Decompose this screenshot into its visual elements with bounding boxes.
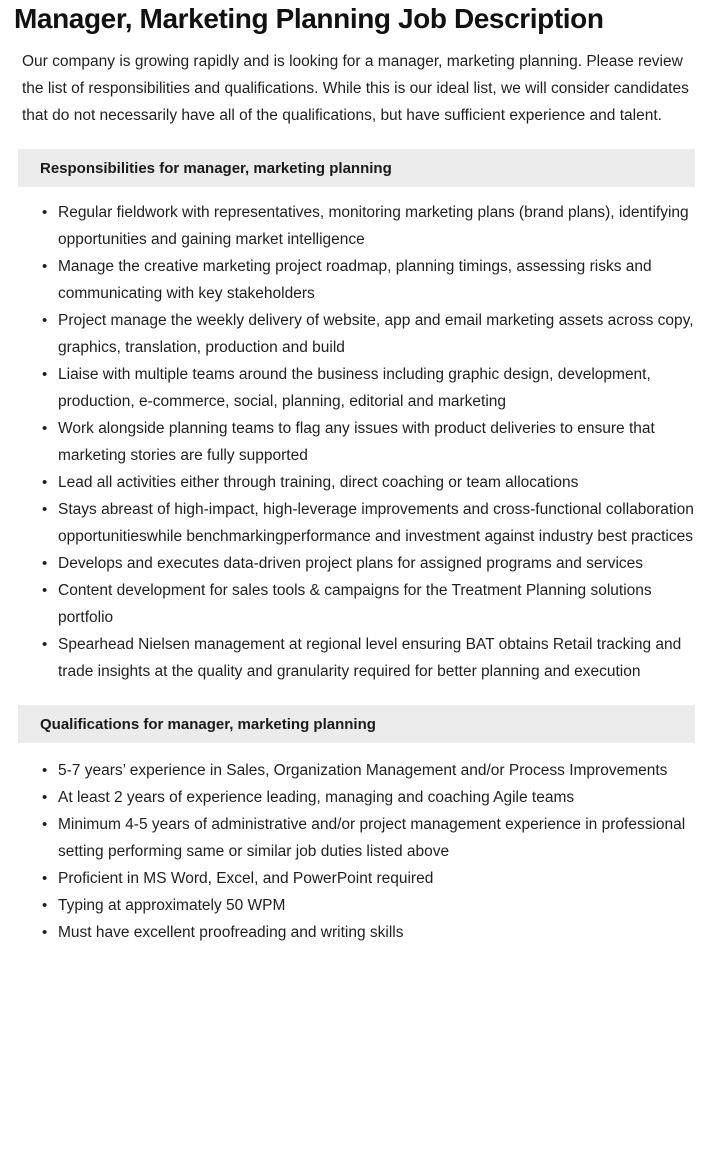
list-item: • Content development for sales tools & campaigns for the Treatment Planning solutions portfolio: [58, 577, 700, 631]
list-item: • Stays abreast of high-impact, high-leverage improvements and cross-functional collaboration opportunitieswhile benchmarkingperformance and investment against industry best practices: [58, 496, 700, 550]
list-item: • Project manage the weekly delivery of website, app and email marketing assets across copy, graphics, translation, production and build: [58, 307, 700, 361]
list-item: • Work alongside planning teams to flag any issues with product deliveries to ensure that marketing stories are fully supported: [58, 415, 700, 469]
list-item: • Minimum 4-5 years of administrative and/or project management experience in professional setting performing same or similar job duties listed above: [58, 811, 700, 865]
list-item: • Liaise with multiple teams around the business including graphic design, development, production, e-commerce, social, planning, editorial and marketing: [58, 361, 700, 415]
list-item: • Regular fieldwork with representatives, monitoring marketing plans (brand plans), identifying opportunities and gaining market intelligence: [58, 199, 700, 253]
list-item: • Typing at approximately 50 WPM: [58, 892, 700, 919]
list-item: • Must have excellent proofreading and writing skills: [58, 919, 700, 946]
qualifications-heading: Qualifications for manager, marketing planning: [40, 715, 376, 733]
responsibilities-heading: Responsibilities for manager, marketing planning: [40, 159, 392, 177]
qualifications-section: [0, 705, 720, 946]
list-item: • Proficient in MS Word, Excel, and PowerPoint required: [58, 865, 700, 892]
responsibilities-list: [0, 187, 720, 685]
list-item: • At least 2 years of experience leading, managing and coaching Agile teams: [58, 784, 700, 811]
intro-paragraph: Our company is growing rapidly and is looking for a manager, marketing planning. Please review the list of responsibilities and qualifications. While this is our ideal list, we will consider candidates that do not necessarily have all of the qualifications, but have sufficient experience and talent.: [22, 53, 689, 124]
list-item: • Lead all activities either through training, direct coaching or team allocations: [58, 469, 700, 496]
responsibilities-section-header: [18, 149, 695, 187]
list-item: • 5-7 years’ experience in Sales, Organization Management and/or Process Improvements: [58, 757, 700, 784]
responsibilities-section: [0, 149, 720, 685]
qualifications-list: [0, 743, 720, 946]
list-item: • Spearhead Nielsen management at regional level ensuring BAT obtains Retail tracking and trade insights at the quality and granularity required for better planning and execution: [58, 631, 700, 685]
list-item: • Develops and executes data-driven project plans for assigned programs and services: [58, 550, 700, 577]
list-item: • Manage the creative marketing project roadmap, planning timings, assessing risks and communicating with key stakeholders: [58, 253, 700, 307]
qualifications-section-header: [18, 705, 695, 743]
page-title: Manager, Marketing Planning Job Description: [14, 3, 604, 34]
